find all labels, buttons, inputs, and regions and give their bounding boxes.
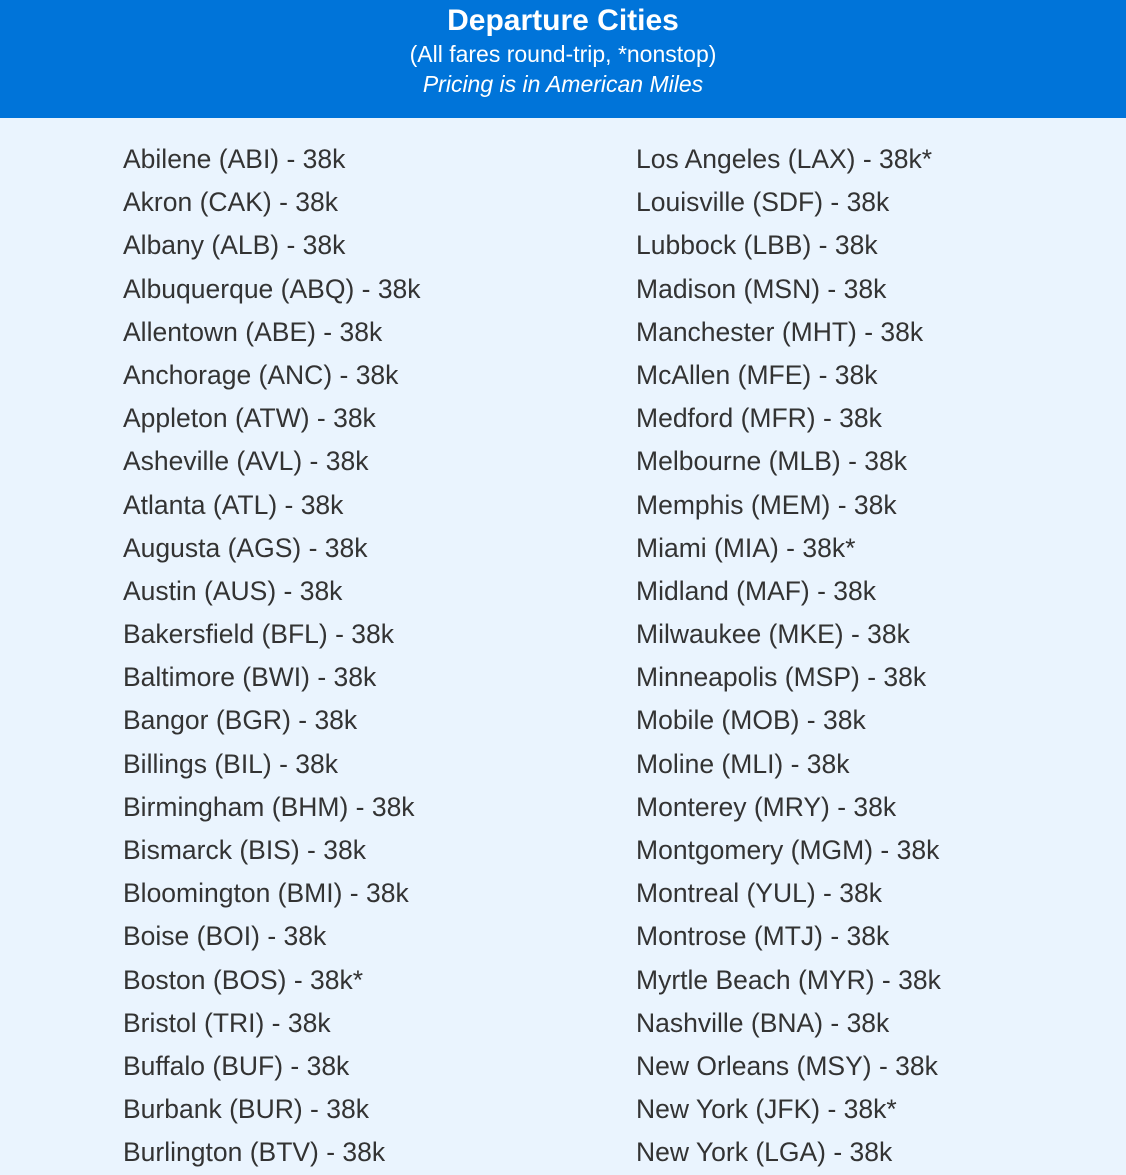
city-list-item: Asheville (AVL) - 38k	[123, 446, 369, 477]
city-list-item: Melbourne (MLB) - 38k	[636, 446, 907, 477]
city-list-item: Manchester (MHT) - 38k	[636, 316, 924, 347]
city-list-item: Bismarck (BIS) - 38k	[123, 835, 366, 865]
city-list-item: Bakersfield (BFL) - 38k	[123, 619, 394, 650]
page-subtitle: (All fares round-trip, *nonstop)	[409, 41, 717, 67]
city-list-item: Burbank (BUR) - 38k	[123, 1094, 369, 1125]
city-list-item: Anchorage (ANC) - 38k	[123, 359, 399, 390]
city-list-item: Nashville (BNA) - 38k	[636, 1007, 890, 1038]
city-list-item: Albany (ALB) - 38k	[123, 230, 346, 261]
pricing-note: Pricing is in American Miles	[422, 71, 704, 97]
city-list-item: Allentown (ABE) - 38k	[123, 316, 383, 347]
city-list-item: Bristol (TRI) - 38k	[123, 1007, 331, 1038]
city-list-item: Boise (BOI) - 38k	[123, 921, 327, 952]
city-list-item: Milwaukee (MKE) - 38k	[636, 619, 910, 650]
city-list-item: Montreal (YUL) - 38k	[636, 878, 882, 909]
city-list-item: Monterey (MRY) - 38k	[636, 791, 897, 822]
city-list-item: Burlington (BTV) - 38k	[123, 1137, 386, 1168]
city-list-item: Myrtle Beach (MYR) - 38k	[636, 964, 941, 995]
city-list-item: Minneapolis (MSP) - 38k	[636, 662, 927, 693]
city-list-item: Atlanta (ATL) - 38k	[123, 489, 344, 520]
city-list-item: Mobile (MOB) - 38k	[636, 705, 866, 736]
city-list-item: Augusta (AGS) - 38k	[123, 532, 368, 563]
city-list-item: McAllen (MFE) - 38k	[636, 359, 878, 390]
city-list-item: New Orleans (MSY) - 38k	[636, 1050, 938, 1081]
city-list-item: Moline (MLI) - 38k	[636, 748, 850, 779]
city-list-item: Los Angeles (LAX) - 38k*	[636, 144, 933, 174]
city-list-item: Madison (MSN) - 38k	[636, 273, 887, 304]
city-list-item: Birmingham (BHM) - 38k	[123, 791, 415, 822]
city-column-right	[636, 138, 941, 1175]
city-list-item: Miami (MIA) - 38k*	[636, 532, 856, 563]
city-list-item: Lubbock (LBB) - 38k	[636, 230, 878, 261]
page-title: Departure Cities	[447, 4, 679, 37]
city-list-item: Austin (AUS) - 38k	[123, 575, 343, 606]
city-list-item: Memphis (MEM) - 38k	[636, 489, 897, 520]
city-list-item: Albuquerque (ABQ) - 38k	[123, 273, 421, 304]
city-list-item: Baltimore (BWI) - 38k	[123, 662, 377, 693]
city-list-item: Montgomery (MGM) - 38k	[636, 835, 940, 865]
city-column-left	[123, 138, 421, 1175]
city-list-item: Medford (MFR) - 38k	[636, 403, 882, 434]
city-list-item: Appleton (ATW) - 38k	[123, 403, 376, 434]
city-list-item: Bangor (BGR) - 38k	[123, 705, 358, 736]
city-list-item: Montrose (MTJ) - 38k	[636, 921, 890, 952]
city-list-item: Billings (BIL) - 38k	[123, 748, 339, 779]
city-list-item: New York (LGA) - 38k	[636, 1137, 893, 1168]
city-list-item: Abilene (ABI) - 38k	[123, 144, 346, 174]
city-list-item: Midland (MAF) - 38k	[636, 575, 877, 606]
city-list-item: Boston (BOS) - 38k*	[123, 964, 364, 995]
header-banner	[0, 0, 1126, 118]
city-list-item: Louisville (SDF) - 38k	[636, 187, 890, 218]
city-list-item: Buffalo (BUF) - 38k	[123, 1050, 350, 1081]
city-list-item: New York (JFK) - 38k*	[636, 1094, 897, 1125]
city-list-item: Akron (CAK) - 38k	[123, 187, 339, 218]
city-list-item: Bloomington (BMI) - 38k	[123, 878, 409, 909]
